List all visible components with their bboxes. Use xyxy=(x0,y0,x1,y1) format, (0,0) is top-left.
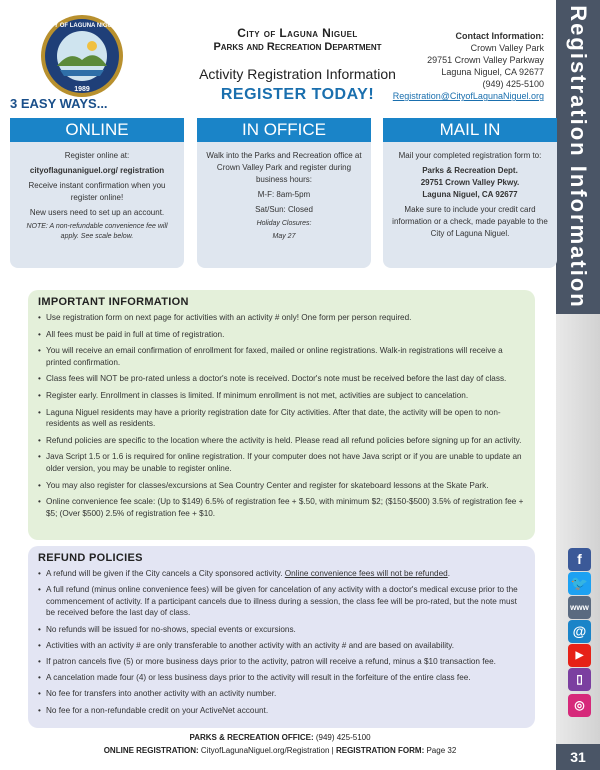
footer-label: REGISTRATION FORM: xyxy=(335,746,425,755)
office-hours: Sat/Sun: Closed xyxy=(255,205,313,214)
svg-text:1989: 1989 xyxy=(74,86,90,93)
header-titles xyxy=(190,26,405,104)
mail-address: 29751 Crown Valley Pkwy. xyxy=(420,178,520,187)
mail-header: MAIL IN xyxy=(383,118,557,142)
list-item: • A cancelation made four (4) or less business days prior to the activity will result in the forfeiture of the entire class fee. xyxy=(38,672,525,684)
mail-address: Laguna Niguel, CA 92677 xyxy=(422,190,518,199)
contact-email-link[interactable]: Registration@CityofLagunaNiguel.org xyxy=(392,91,544,101)
side-tab xyxy=(556,0,600,314)
twitter-icon[interactable]: 🐦 xyxy=(568,572,591,595)
instagram-icon[interactable]: ◎ xyxy=(568,694,591,717)
important-info-panel xyxy=(28,290,535,540)
online-header: ONLINE xyxy=(10,118,184,142)
contact-phone: (949) 425-5100 xyxy=(482,79,544,89)
refund-title: REFUND POLICIES xyxy=(38,552,143,564)
contact-title: Contact Information: xyxy=(455,31,544,41)
page-title: Activity Registration Information xyxy=(199,66,396,82)
register-today-heading: REGISTER TODAY! xyxy=(220,86,375,103)
mail-text: Mail your completed registration form to: xyxy=(398,151,542,160)
contact-info xyxy=(374,30,544,102)
list-item: • Java Script 1.5 or 1.6 is required for online registration. If your computer does not have Java script or if you are unable to update an older version, you may be unable to register online. xyxy=(38,451,525,474)
office-hours: M-F: 8am-5pm xyxy=(257,190,311,199)
mail-address: Parks & Recreation Dept. xyxy=(422,166,518,175)
important-title: IMPORTANT INFORMATION xyxy=(38,296,189,308)
website-icon[interactable]: www xyxy=(568,596,591,619)
refund-policies-panel xyxy=(28,546,535,728)
online-text: New users need to set up an account. xyxy=(29,208,165,217)
department-name: Parks and Recreation Department xyxy=(213,41,382,53)
holiday-date: May 27 xyxy=(272,233,296,240)
list-item: • Online convenience fee scale: (Up to $149) 6.5% of registration fee + $.50, with minimum $2; ($150-$500) 3.5% of registration fee + $5; (Over $500) 2.5% of registration fee + $10. xyxy=(38,496,525,519)
youtube-icon[interactable]: ▶ xyxy=(568,644,591,667)
email-icon[interactable]: @ xyxy=(568,620,591,643)
easy-ways-heading: 3 EASY WAYS... xyxy=(10,96,108,111)
holiday-closures: Holiday Closures: xyxy=(256,220,312,227)
online-text: Register online at: xyxy=(64,151,130,160)
city-seal-logo xyxy=(40,14,124,98)
list-item: • Laguna Niguel residents may have a priority registration date for City activities. After that date, the activity will be open to non-residents as well as residents. xyxy=(38,407,525,430)
mail-column xyxy=(383,118,557,268)
list-item: • If patron cancels five (5) or more business days prior to the activity, patron will receive a refund, minus a $10 transaction fee. xyxy=(38,656,525,668)
page-number: 31 xyxy=(556,744,600,770)
contact-address: 29751 Crown Valley Parkway xyxy=(427,55,544,65)
list-item: • Class fees will NOT be pro-rated unless a doctor's note is received. Doctor's note must be received before the last day of class. xyxy=(38,373,525,385)
footer xyxy=(60,731,500,757)
list-item: • You will receive an email confirmation of enrollment for faxed, mailed or online registrations. Walk-in registrations will receive a printed confirmation. xyxy=(38,345,525,368)
footer-label: PARKS & RECREATION OFFICE: xyxy=(189,733,314,742)
list-item: • Use registration form on next page for activities with an activity # only! One form per person required. xyxy=(38,312,525,324)
online-note: NOTE: A non-refundable convenience fee will apply. See scale below. xyxy=(26,223,168,240)
list-item: • You may also register for classes/excursions at Sea Country Center and register for skateboard lessons at the Skate Park. xyxy=(38,480,525,492)
refund-text: . xyxy=(447,569,450,578)
facebook-icon[interactable]: f xyxy=(568,548,591,571)
phone-icon[interactable]: ▯ xyxy=(568,668,591,691)
contact-name: Crown Valley Park xyxy=(470,43,544,53)
office-column xyxy=(197,118,371,268)
footer-label: ONLINE REGISTRATION: xyxy=(103,746,199,755)
list-item xyxy=(38,568,525,580)
city-name: City of Laguna Niguel xyxy=(237,26,358,40)
list-item: • No refunds will be issued for no-shows, special events or excursions. xyxy=(38,624,525,636)
office-text: Walk into the Parks and Recreation office at Crown Valley Park and register during business hours: xyxy=(206,151,362,184)
footer-value: (949) 425-5100 xyxy=(313,733,371,742)
footer-link[interactable]: CityofLagunaNiguel.org/Registration xyxy=(198,746,330,755)
office-header: IN OFFICE xyxy=(197,118,371,142)
online-text: Receive instant confirmation when you register online! xyxy=(28,181,166,202)
list-item: • Register early. Enrollment in classes is limited. If minimum enrollment is not met, activities are subject to cancelation. xyxy=(38,390,525,402)
mail-text: Make sure to include your credit card information or a check, made payable to the City of Laguna Niguel. xyxy=(392,205,548,238)
footer-value: Page 32 xyxy=(424,746,457,755)
refund-text: A refund will be given if the City cancels a City sponsored activity. xyxy=(46,569,285,578)
contact-city: Laguna Niguel, CA 92677 xyxy=(441,67,544,77)
list-item: • A full refund (minus online convenience fees) will be given for cancelation of any activity with a doctor's medical excuse prior to the commencement of activity. If a participant cancels due to illness during a session, the class fee will be pro-rated, but the note must be received before the last day of class. xyxy=(38,584,525,619)
list-item: • No fee for transfers into another activity with an activity number. xyxy=(38,688,525,700)
list-item: • Refund policies are specific to the location where the activity is held. Please read all refund policies before signing up for an activity. xyxy=(38,435,525,447)
online-column xyxy=(10,118,184,268)
list-item: • Activities with an activity # are only transferable to another activity with an activity # and are based on availability. xyxy=(38,640,525,652)
side-tab-label: Registration Information xyxy=(566,5,591,309)
svg-text:CITY OF LAGUNA NIGUEL: CITY OF LAGUNA NIGUEL xyxy=(44,23,120,29)
footer-separator: | xyxy=(329,746,336,755)
refund-underlined-text: Online convenience fees will not be refunded xyxy=(284,569,448,578)
list-item: • All fees must be paid in full at time of registration. xyxy=(38,329,525,341)
online-url-link[interactable]: cityoflagunaniguel.org/ registration xyxy=(29,166,165,175)
list-item: • No fee for a non-refundable credit on your ActiveNet account. xyxy=(38,705,525,717)
